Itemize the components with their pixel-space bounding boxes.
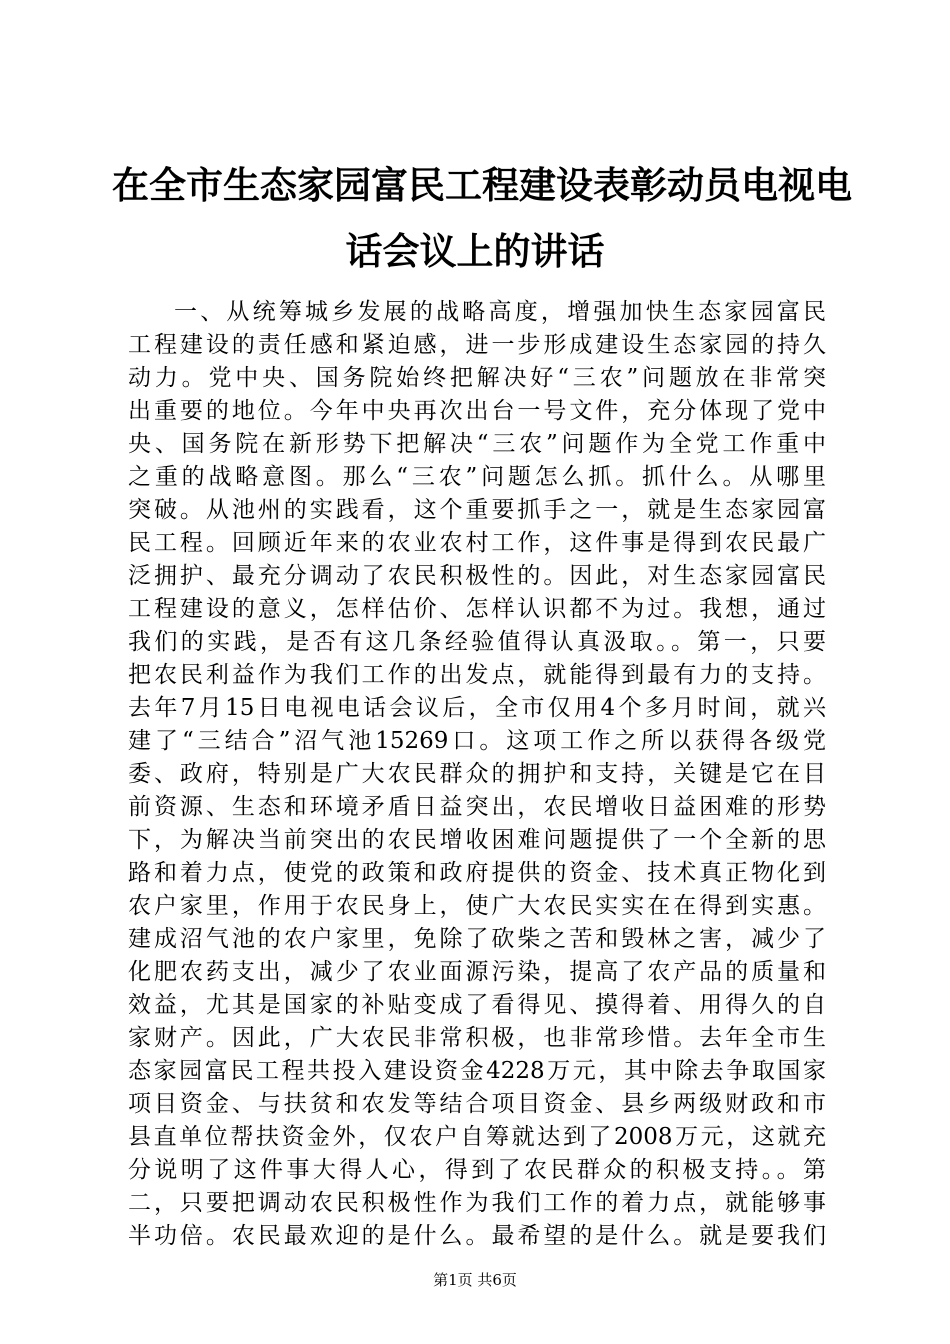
- body-line: 农户家里，作用于农民身上，使广大农民实实在在得到实惠。: [128, 893, 826, 919]
- body-line: 县直单位帮扶资金外，仅农户自筹就达到了2008万元，这就充: [128, 1124, 826, 1150]
- body-line: 建了“三结合”沼气池15269口。这项工作之所以获得各级党: [128, 728, 826, 754]
- body-line: 下，为解决当前突出的农民增收困难问题提供了一个全新的思: [128, 827, 826, 853]
- body-line: 把农民利益作为我们工作的出发点，就能得到最有力的支持。: [128, 662, 826, 688]
- body-line: 分说明了这件事大得人心，得到了农民群众的积极支持。。第: [128, 1157, 826, 1183]
- body-line: 民工程。回顾近年来的农业农村工作，这件事是得到农民最广: [128, 530, 826, 556]
- body-line: 二，只要把调动农民积极性作为我们工作的着力点，就能够事: [128, 1190, 826, 1216]
- document-title-line-2: 话会议上的讲话: [345, 229, 605, 273]
- body-line: 动力。党中央、国务院始终把解决好“三农”问题放在非常突: [128, 365, 826, 391]
- body-line: 我们的实践，是否有这几条经验值得认真汲取。。第一，只要: [128, 629, 826, 655]
- document-title-line-1: 在全市生态家园富民工程建设表彰动员电视电: [112, 163, 852, 207]
- body-line: 家财产。因此，广大农民非常积极，也非常珍惜。去年全市生: [128, 1025, 826, 1051]
- body-line: 效益，尤其是国家的补贴变成了看得见、摸得着、用得久的自: [128, 992, 826, 1018]
- body-line: 半功倍。农民最欢迎的是什么。最希望的是什么。就是要我们: [128, 1223, 826, 1249]
- body-line: 路和着力点，使党的政策和政府提供的资金、技术真正物化到: [128, 860, 826, 886]
- body-line: 前资源、生态和环境矛盾日益突出，农民增收日益困难的形势: [128, 794, 826, 820]
- body-line: 央、国务院在新形势下把解决“三农”问题作为全党工作重中: [128, 431, 826, 457]
- body-line: 一、从统筹城乡发展的战略高度，增强加快生态家园富民: [174, 299, 826, 325]
- body-line: 建成沼气池的农户家里，免除了砍柴之苦和毁林之害，减少了: [128, 926, 826, 952]
- body-line: 项目资金、与扶贫和农发等结合项目资金、县乡两级财政和市: [128, 1091, 826, 1117]
- body-line: 突破。从池州的实践看，这个重要抓手之一，就是生态家园富: [128, 497, 826, 523]
- body-line: 化肥农药支出，减少了农业面源污染，提高了农产品的质量和: [128, 959, 826, 985]
- page-footer: 第1页 共6页: [433, 1271, 517, 1289]
- body-line: 之重的战略意图。那么“三农”问题怎么抓。抓什么。从哪里: [128, 464, 826, 490]
- body-line: 工程建设的责任感和紧迫感，进一步形成建设生态家园的持久: [128, 332, 826, 358]
- body-line: 工程建设的意义，怎样估价、怎样认识都不为过。我想，通过: [128, 596, 826, 622]
- body-line: 出重要的地位。今年中央再次出台一号文件，充分体现了党中: [128, 398, 826, 424]
- document-body: [128, 296, 826, 1253]
- body-line: 去年7月15日电视电话会议后，全市仅用4个多月时间，就兴: [128, 695, 826, 721]
- body-line: 泛拥护、最充分调动了农民积极性的。因此，对生态家园富民: [128, 563, 826, 589]
- body-line: 委、政府，特别是广大农民群众的拥护和支持，关键是它在目: [128, 761, 826, 787]
- body-line: 态家园富民工程共投入建设资金4228万元，其中除去争取国家: [128, 1058, 826, 1084]
